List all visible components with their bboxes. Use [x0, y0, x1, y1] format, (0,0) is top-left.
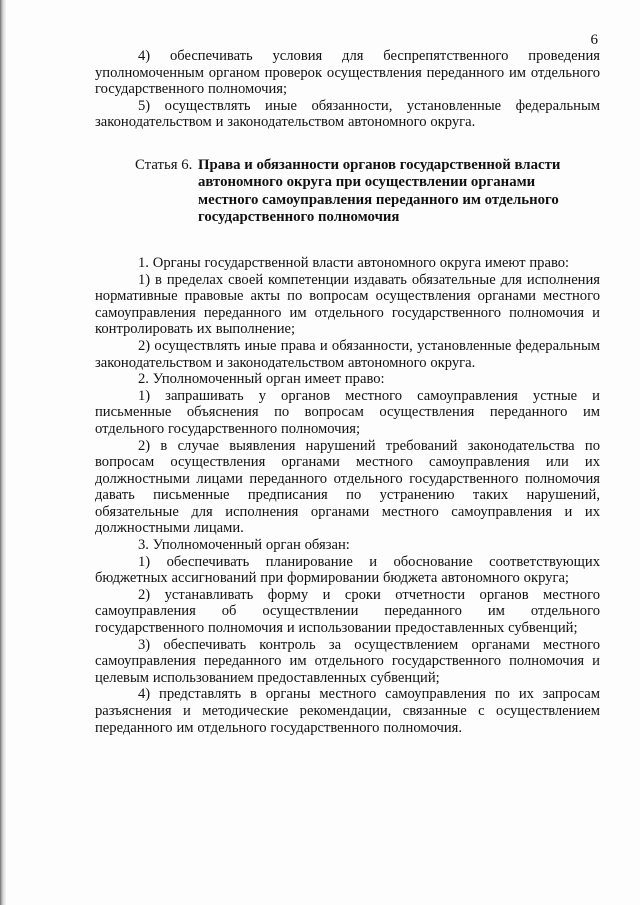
document-body	[95, 48, 600, 736]
article-title-line: государственного полномочия	[198, 209, 400, 226]
paragraph-3: 3. Уполномоченный орган обязан:	[138, 537, 350, 554]
article-label: Статья 6.	[135, 156, 193, 173]
paragraph-intro-4: 4) обеспечивать условия для беспрепятственного проведения уполномоченным органом проверок осуществления переданного им отдельного государственного полномочия;	[95, 48, 600, 98]
paragraph-1-2: 2) осуществлять иные права и обязанности, установленные федеральным законодательством и законодательством автономного округа.	[95, 337, 600, 371]
page-number: 6	[590, 32, 598, 48]
article-heading	[95, 157, 600, 227]
article-title-line: Права и обязанности органов государственной власти	[198, 156, 561, 173]
article-title	[198, 157, 600, 227]
paragraph-1-1: 1) в пределах своей компетенции издавать обязательные для исполнения нормативные правовые акты по вопросам осуществления органами местного самоуправления переданного им отдельного государственного полномочия и контролировать их выполнение;	[95, 271, 600, 338]
paragraph-2-1: 1) запрашивать у органов местного самоуправления устные и письменные объяснения по вопросам осуществления переданного им отдельного государственного полномочия;	[95, 387, 600, 437]
paragraph-intro-5: 5) осуществлять иные обязанности, установленные федеральным законодательством и законодательством автономного округа.	[95, 97, 600, 131]
article-title-line: местного самоуправления переданного им отдельного	[198, 191, 559, 208]
paragraph-1: 1. Органы государственной власти автономного округа имеют право:	[138, 254, 570, 271]
paragraph-2-2: 2) в случае выявления нарушений требований законодательства по вопросам осуществления органами местного самоуправления или их должностными лицами переданного отдельного государственного полномочия давать письменные предписания по устранению таких нарушений, обязательные для исполнения органами местного самоуправления и их должностными лицами.	[95, 437, 600, 537]
paragraph-3-2: 2) устанавливать форму и сроки отчетности органов местного самоуправления об осуществлении переданного им отдельного государственного полномочия и использовании предоставленных субвенций;	[95, 586, 600, 637]
article-title-line: автономного округа при осуществлении органами	[198, 174, 536, 191]
scan-edge	[0, 0, 6, 905]
paragraph-3-3: 3) обеспечивать контроль за осуществлением органами местного самоуправления переданного им отдельного государственного полномочия и целевым использованием предоставленных субвенций;	[95, 636, 600, 686]
paragraph-3-1: 1) обеспечивать планирование и обоснование соответствующих бюджетных ассигнований при формировании бюджета автономного округа;	[95, 553, 600, 587]
paragraph-2: 2. Уполномоченный орган имеет право:	[138, 371, 385, 388]
paragraph-3-4: 4) представлять в органы местного самоуправления по их запросам разъяснения и методические рекомендации, связанные с осуществлением переданного им отдельного государственного полномочия.	[95, 686, 600, 736]
